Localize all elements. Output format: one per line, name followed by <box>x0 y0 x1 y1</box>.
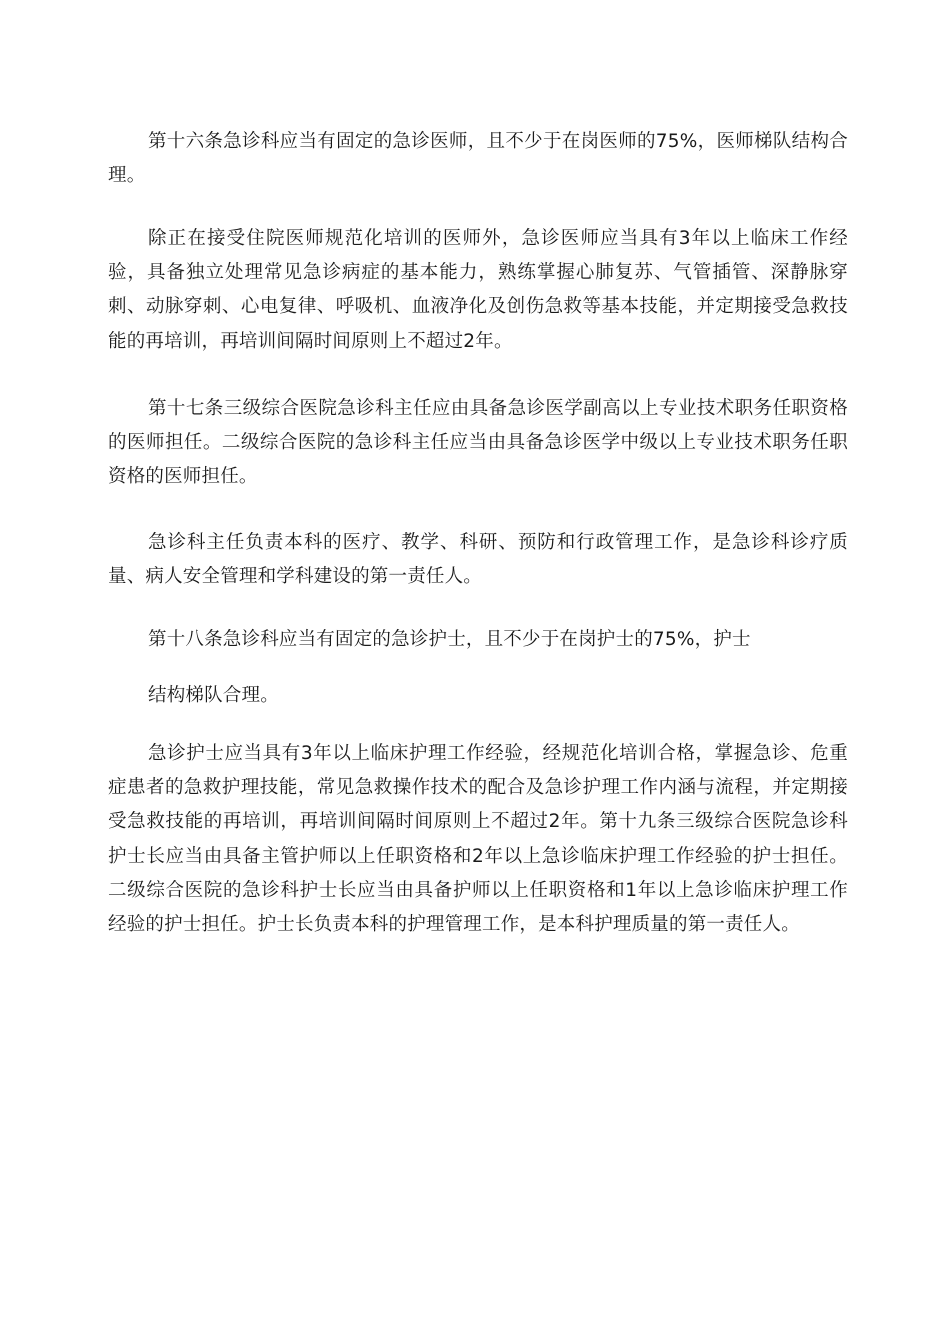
paragraph-article-17: 第十七条三级综合医院急诊科主任应由具备急诊医学副高以上专业技术职务任职资格的医师担任。二级综合医院的急诊科主任应当由具备急诊医学中级以上专业技术职务任职资格的医师担任。 <box>108 398 848 488</box>
paragraph-article-16: 第十六条急诊科应当有固定的急诊医师，且不少于在岗医师的75%，医师梯队结构合理。 <box>108 131 848 187</box>
paragraph-article-18-continued: 结构梯队合理。 <box>148 685 279 706</box>
paragraph-emergency-physician-requirements: 除正在接受住院医师规范化培训的医师外，急诊医师应当具有3年以上临床工作经验，具备独立处理常见急诊病症的基本能力，熟练掌握心肺复苏、气管插管、深静脉穿刺、动脉穿刺、心电复律、呼吸机、血液净化及创伤急救等基本技能，并定期接受急救技能的再培训，再培训间隔时间原则上不超过2年。 <box>108 228 848 352</box>
paragraph-nurse-requirements-article-19: 急诊护士应当具有3年以上临床护理工作经验，经规范化培训合格，掌握急诊、危重症患者的急救护理技能，常见急救操作技术的配合及急诊护理工作内涵与流程，并定期接受急救技能的再培训，再培训间隔时间原则上不超过2年。第十九条三级综合医院急诊科护士长应当由具备主管护师以上任职资格和2年以上急诊临床护理工作经验的护士担任。二级综合医院的急诊科护士长应当由具备护师以上任职资格和1年以上急诊临床护理工作经验的护士担任。护士长负责本科的护理管理工作，是本科护理质量的第一责任人。 <box>108 743 848 936</box>
paragraph-director-responsibilities: 急诊科主任负责本科的医疗、教学、科研、预防和行政管理工作，是急诊科诊疗质量、病人安全管理和学科建设的第一责任人。 <box>108 532 848 588</box>
paragraph-article-18: 第十八条急诊科应当有固定的急诊护士，且不少于在岗护士的75%，护士 <box>148 629 751 650</box>
